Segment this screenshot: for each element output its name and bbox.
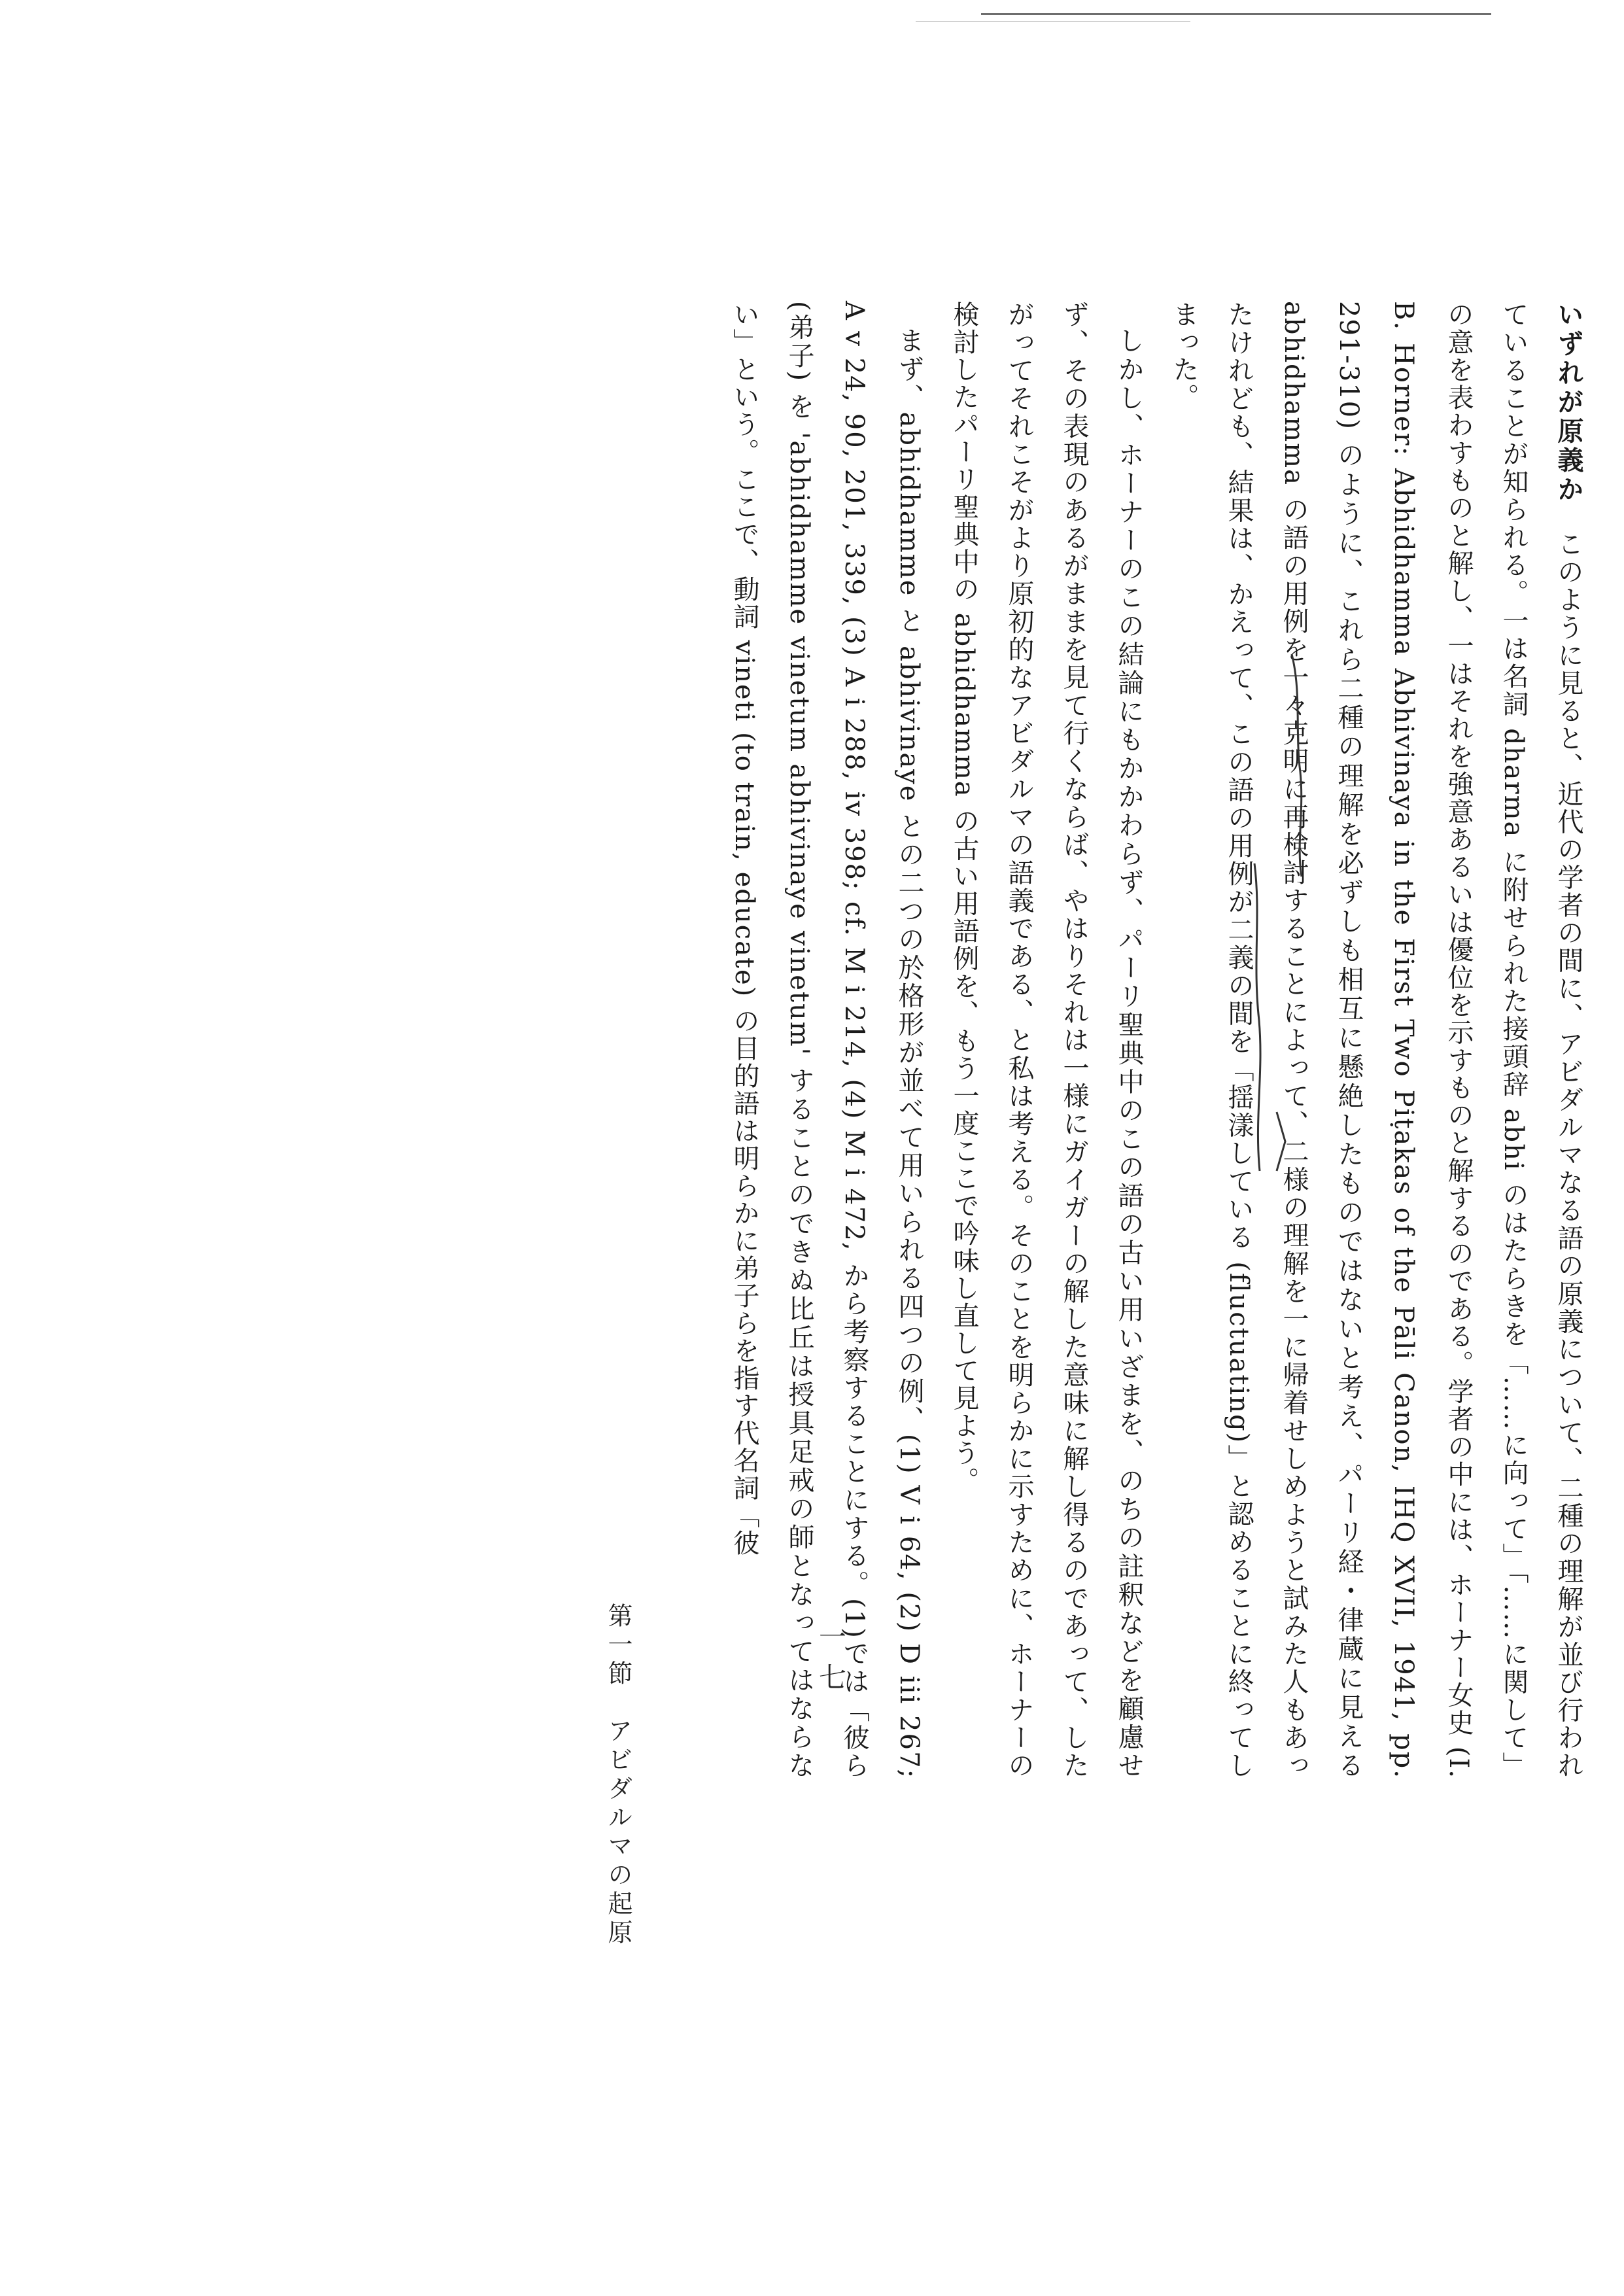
book-page xyxy=(275,275,1583,1838)
paragraph-2: しかし、ホーナーのこの結論にもかかわらず、パーリ聖典中のこの語の古い用いざまを、のちの註釈などを顧慮せず、その表現のあるがままを見て行くならば、やはりそれは一様にガイガーの解した意味に解し得るのであって、したがってそれこそがより原初的なアビダルマの語義である、と私は考える。そのことを明らかに示すために、ホーナーの検討したパーリ聖典中の abhidhamma の古い用語例を、もう一度ここで吟味し直して見よう。 xyxy=(949,301,1144,1780)
scan-edge-line xyxy=(981,13,1491,15)
paragraph-1 xyxy=(1156,301,1596,1779)
page-number: 一七 xyxy=(815,1622,847,1703)
scan-edge-line-faint xyxy=(916,21,1190,22)
section-heading: いずれが原義か xyxy=(1553,301,1583,505)
paragraph-3: まず、abhidhamme と abhivinaye との二つの於格形が並べて用いられる四つの例、(1) V i 64, (2) D iii 267; A v 24, 90, 201, 339, (3) A i 288, iv 398; cf. M i 214, (4) M i 472, から考察することにする。(1)では「彼ら (弟子) を 'abhidhamme vinetum abhivinaye vinetum' することのできぬ比丘は授具足戒の師となってはならない」という。ここで、動詞 vineti (to train, educate) の目的語は明らかに弟子らを指す代名詞「彼 xyxy=(729,301,924,1779)
paragraph-1-text: このように見ると、近代の学者の間に、アビダルマなる語の原義について、二種の理解が並び行われていることが知られる。一は名詞 dharma に附せられた接頭辞 abhi のはたらきを「……に向って」「……に関して」の意を表わすものと解し、一はそれを強意あるいは優位を示すものと解するのである。学者の中には、ホーナー女史 (I. B. Horner: Abhidhamma Abhivinaya in the First Two Piṭakas of the Pāli Canon, IHQ XVII, 1941, pp. 291-310) のように、これら二種の理解を必ずしも相互に懸絶したものではないと考え、パーリ経・律蔵に見える abhidhamma の語の用例を一々克明に再検討することによって、二様の理解を一に帰着せしめようと試みた人もあったけれども、結果は、かえって、この語の用例が二義の間を「揺漾している (fluctuating)」と認めることに終ってしまった。 xyxy=(1169,301,1583,1780)
main-text-column xyxy=(392,301,1596,1779)
running-head: 第一節 アビダルマの起原 xyxy=(604,1603,632,1948)
